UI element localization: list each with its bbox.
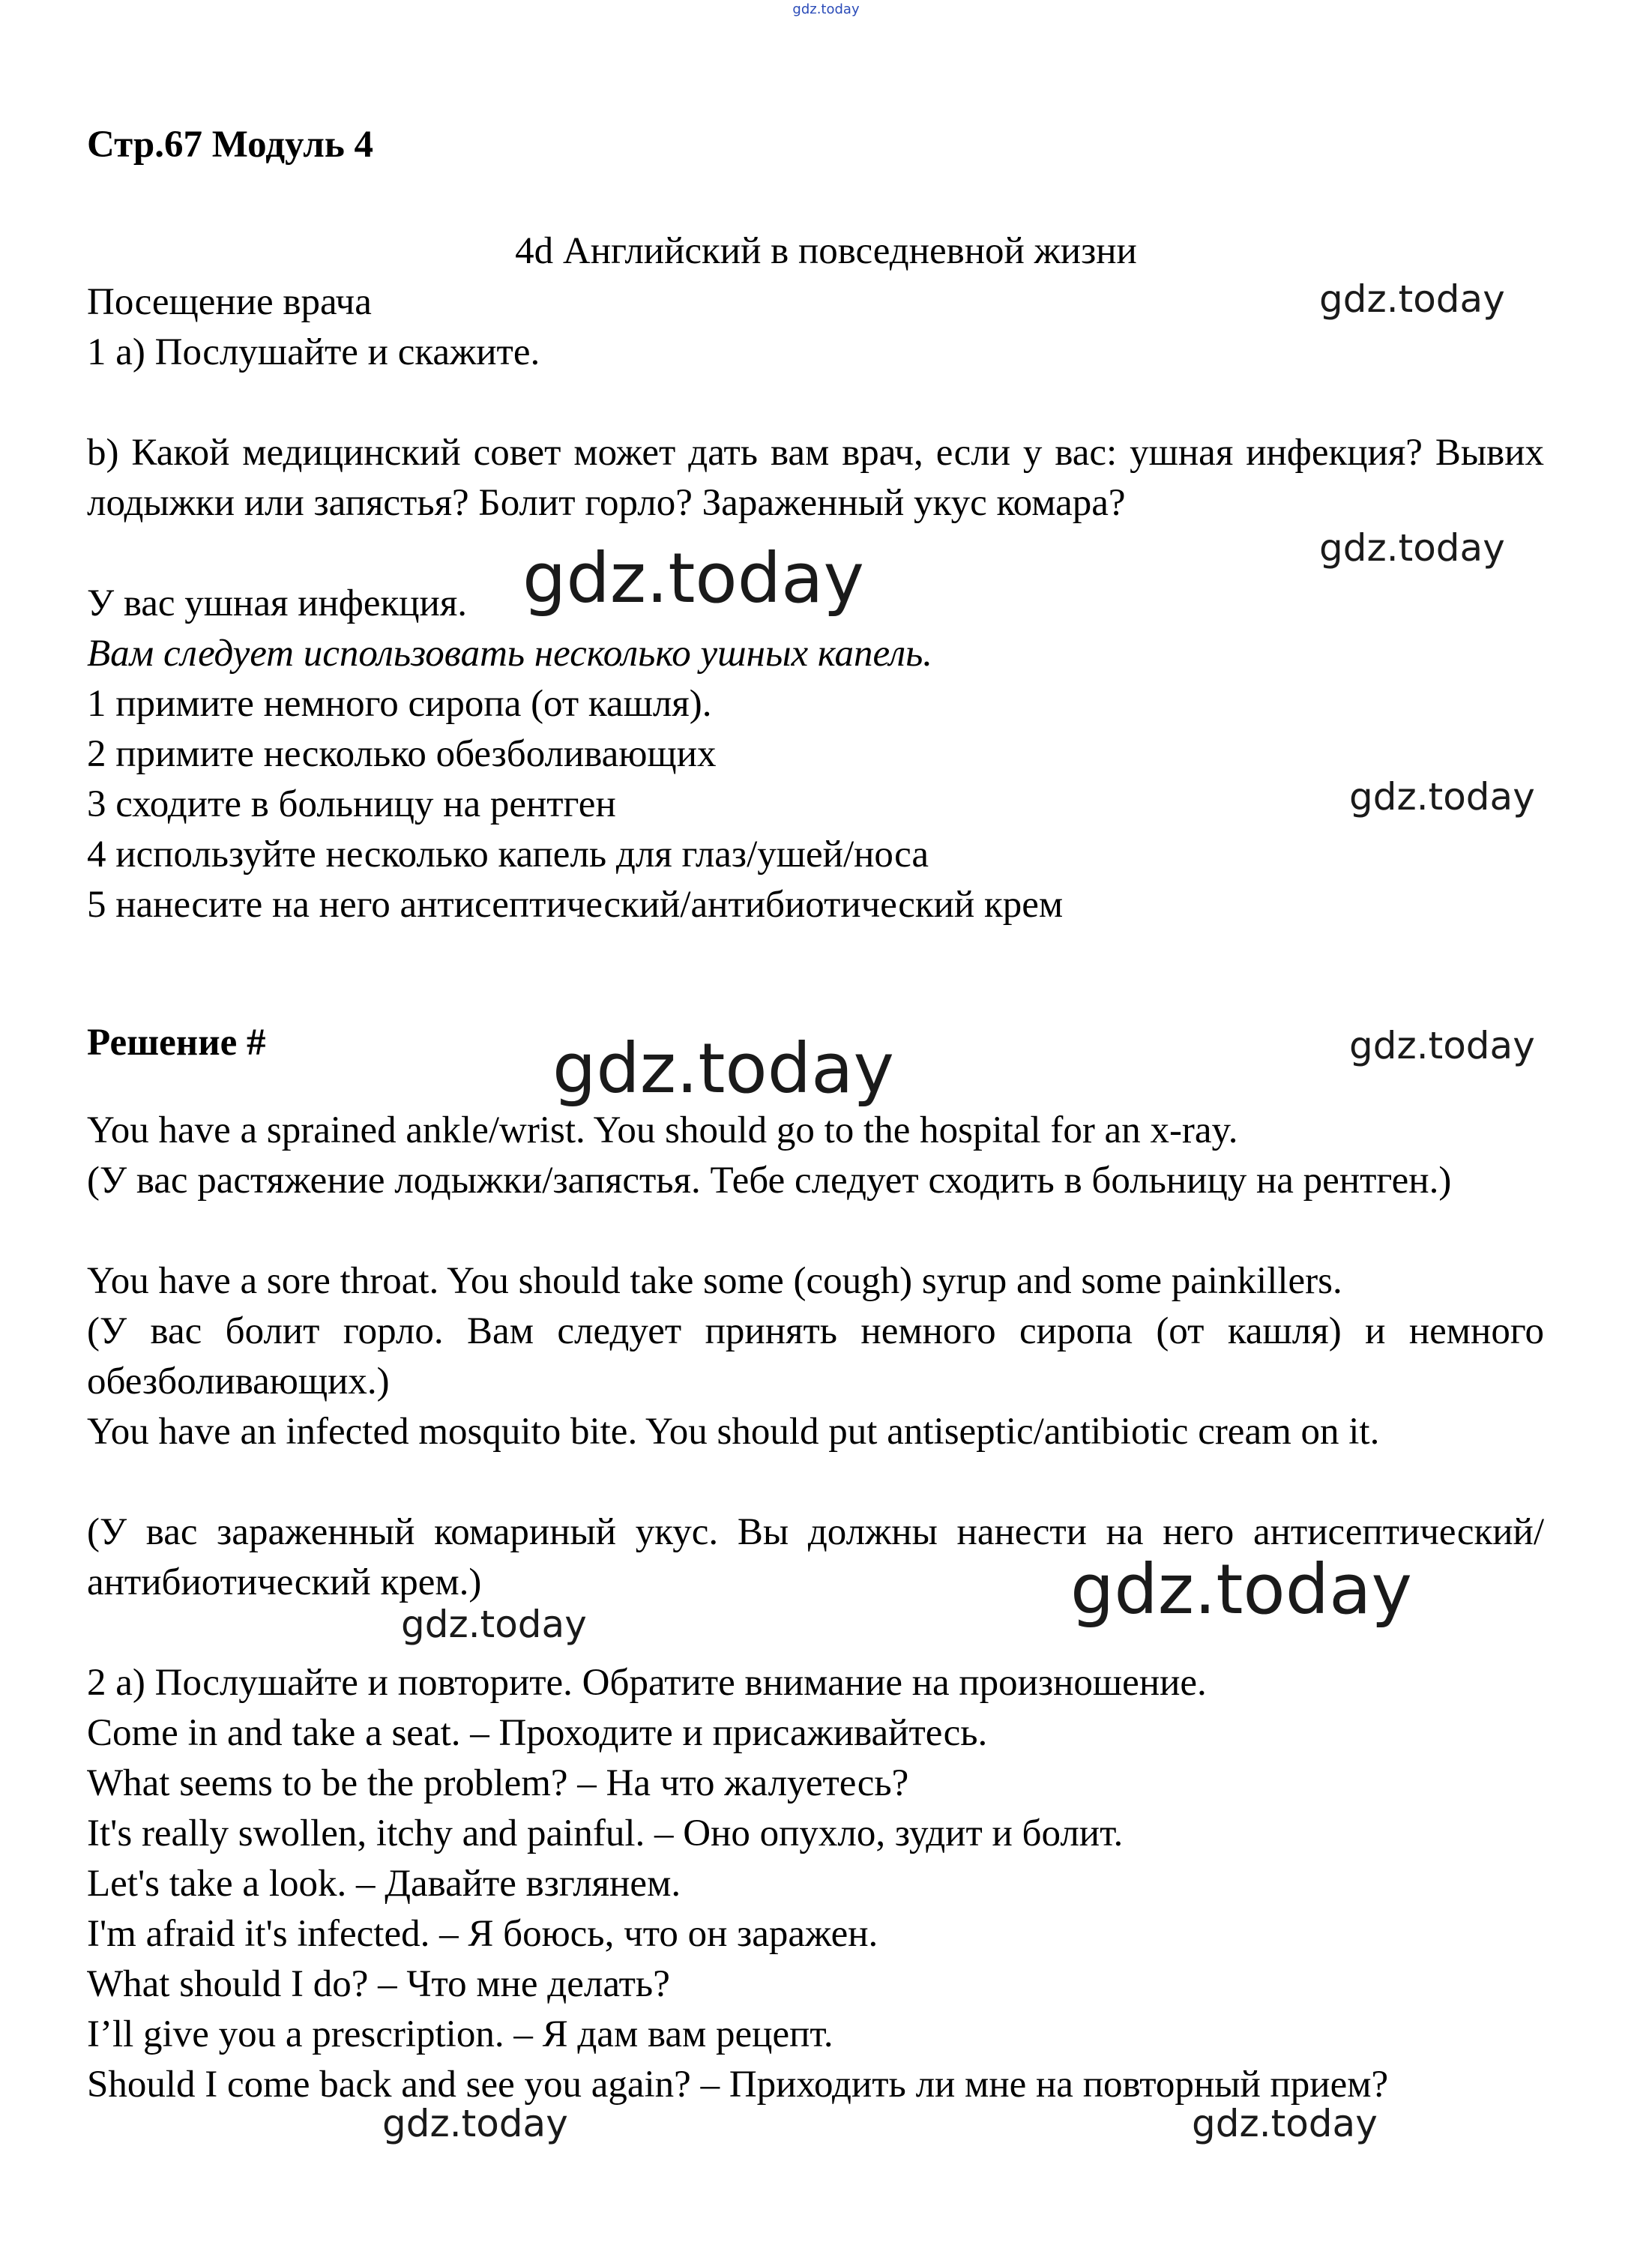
watermark: gdz.today (522, 538, 864, 618)
phrase-item: What seems to be the problem? – На что жалуетесь? (87, 1762, 909, 1804)
option-item: 5 нанесите на него антисептический/антибиотический крем (87, 884, 1064, 926)
watermark: gdz.today (552, 1028, 894, 1109)
solution-entry: You have a sore throat. You should take some (cough) syrup and some painkillers. (87, 1260, 1342, 1302)
top-watermark: gdz.today (792, 1, 860, 17)
example-problem: У вас ушная инфекция. (87, 582, 468, 624)
solution-entry: (У вас зараженный комариный укус. Вы должны нанести на него антисептический/антибиотический крем.) (87, 1511, 1544, 1603)
watermark: gdz.today (1319, 277, 1505, 321)
solution-entry: You have a sprained ankle/wrist. You should go to the hospital for an x-ray. (87, 1109, 1238, 1151)
solution-heading: Решение # (87, 1022, 266, 1064)
phrase-item: I'm afraid it's infected. – Я боюсь, что он заражен. (87, 1913, 878, 1955)
option-item: 1 примите немного сиропа (от кашля). (87, 683, 712, 725)
watermark: gdz.today (1349, 775, 1535, 819)
watermark: gdz.today (401, 1603, 587, 1646)
watermark: gdz.today (1319, 526, 1505, 570)
task1-b: b) Какой медицинский совет может дать вам врач, если у вас: ушная инфекция? Вывих лодыжки или запястья? Болит горло? Зараженный укус комара? (87, 432, 1544, 524)
option-item: 4 используйте несколько капель для глаз/ушей/носа (87, 834, 929, 876)
page-module-heading: Стр.67 Модуль 4 (87, 124, 374, 166)
watermark: gdz.today (1349, 1024, 1535, 1067)
phrase-item: What should I do? – Что мне делать? (87, 1963, 670, 2005)
solution-entry: You have an infected mosquito bite. You should put antiseptic/antibiotic cream on it. (87, 1411, 1380, 1453)
phrase-item: Let's take a look. – Давайте взглянем. (87, 1863, 681, 1905)
example-advice: Вам следует использовать несколько ушных капель. (87, 633, 933, 675)
watermark: gdz.today (1070, 1549, 1412, 1630)
solution-entry: (У вас растяжение лодыжки/запястья. Тебе следует сходить в больницу на рентген.) (87, 1160, 1452, 1202)
phrase-item: It's really swollen, itchy and painful. – Оно опухло, зудит и болит. (87, 1812, 1124, 1854)
watermark: gdz.today (1192, 2102, 1378, 2145)
option-item: 2 примите несколько обезболивающих (87, 733, 717, 775)
task2-instruction: 2 a) Послушайте и повторите. Обратите внимание на произношение. (87, 1662, 1207, 1704)
solution-entry: (У вас болит горло. Вам следует принять немного сиропа (от кашля) и немного обезболивающих.) (87, 1310, 1544, 1402)
phrase-item: Come in and take a seat. – Проходите и присаживайтесь. (87, 1712, 988, 1754)
phrase-item: I’ll give you a prescription. – Я дам вам рецепт. (87, 2013, 833, 2055)
watermark: gdz.today (382, 2102, 568, 2145)
lesson-title: 4d Английский в повседневной жизни (515, 230, 1137, 272)
option-item: 3 сходите в больницу на рентген (87, 783, 616, 825)
task1-a: 1 a) Послушайте и скажите. (87, 331, 540, 373)
phrase-item: Should I come back and see you again? – Приходить ли мне на повторный прием? (87, 2064, 1389, 2106)
task-topic: Посещение врача (87, 281, 372, 323)
